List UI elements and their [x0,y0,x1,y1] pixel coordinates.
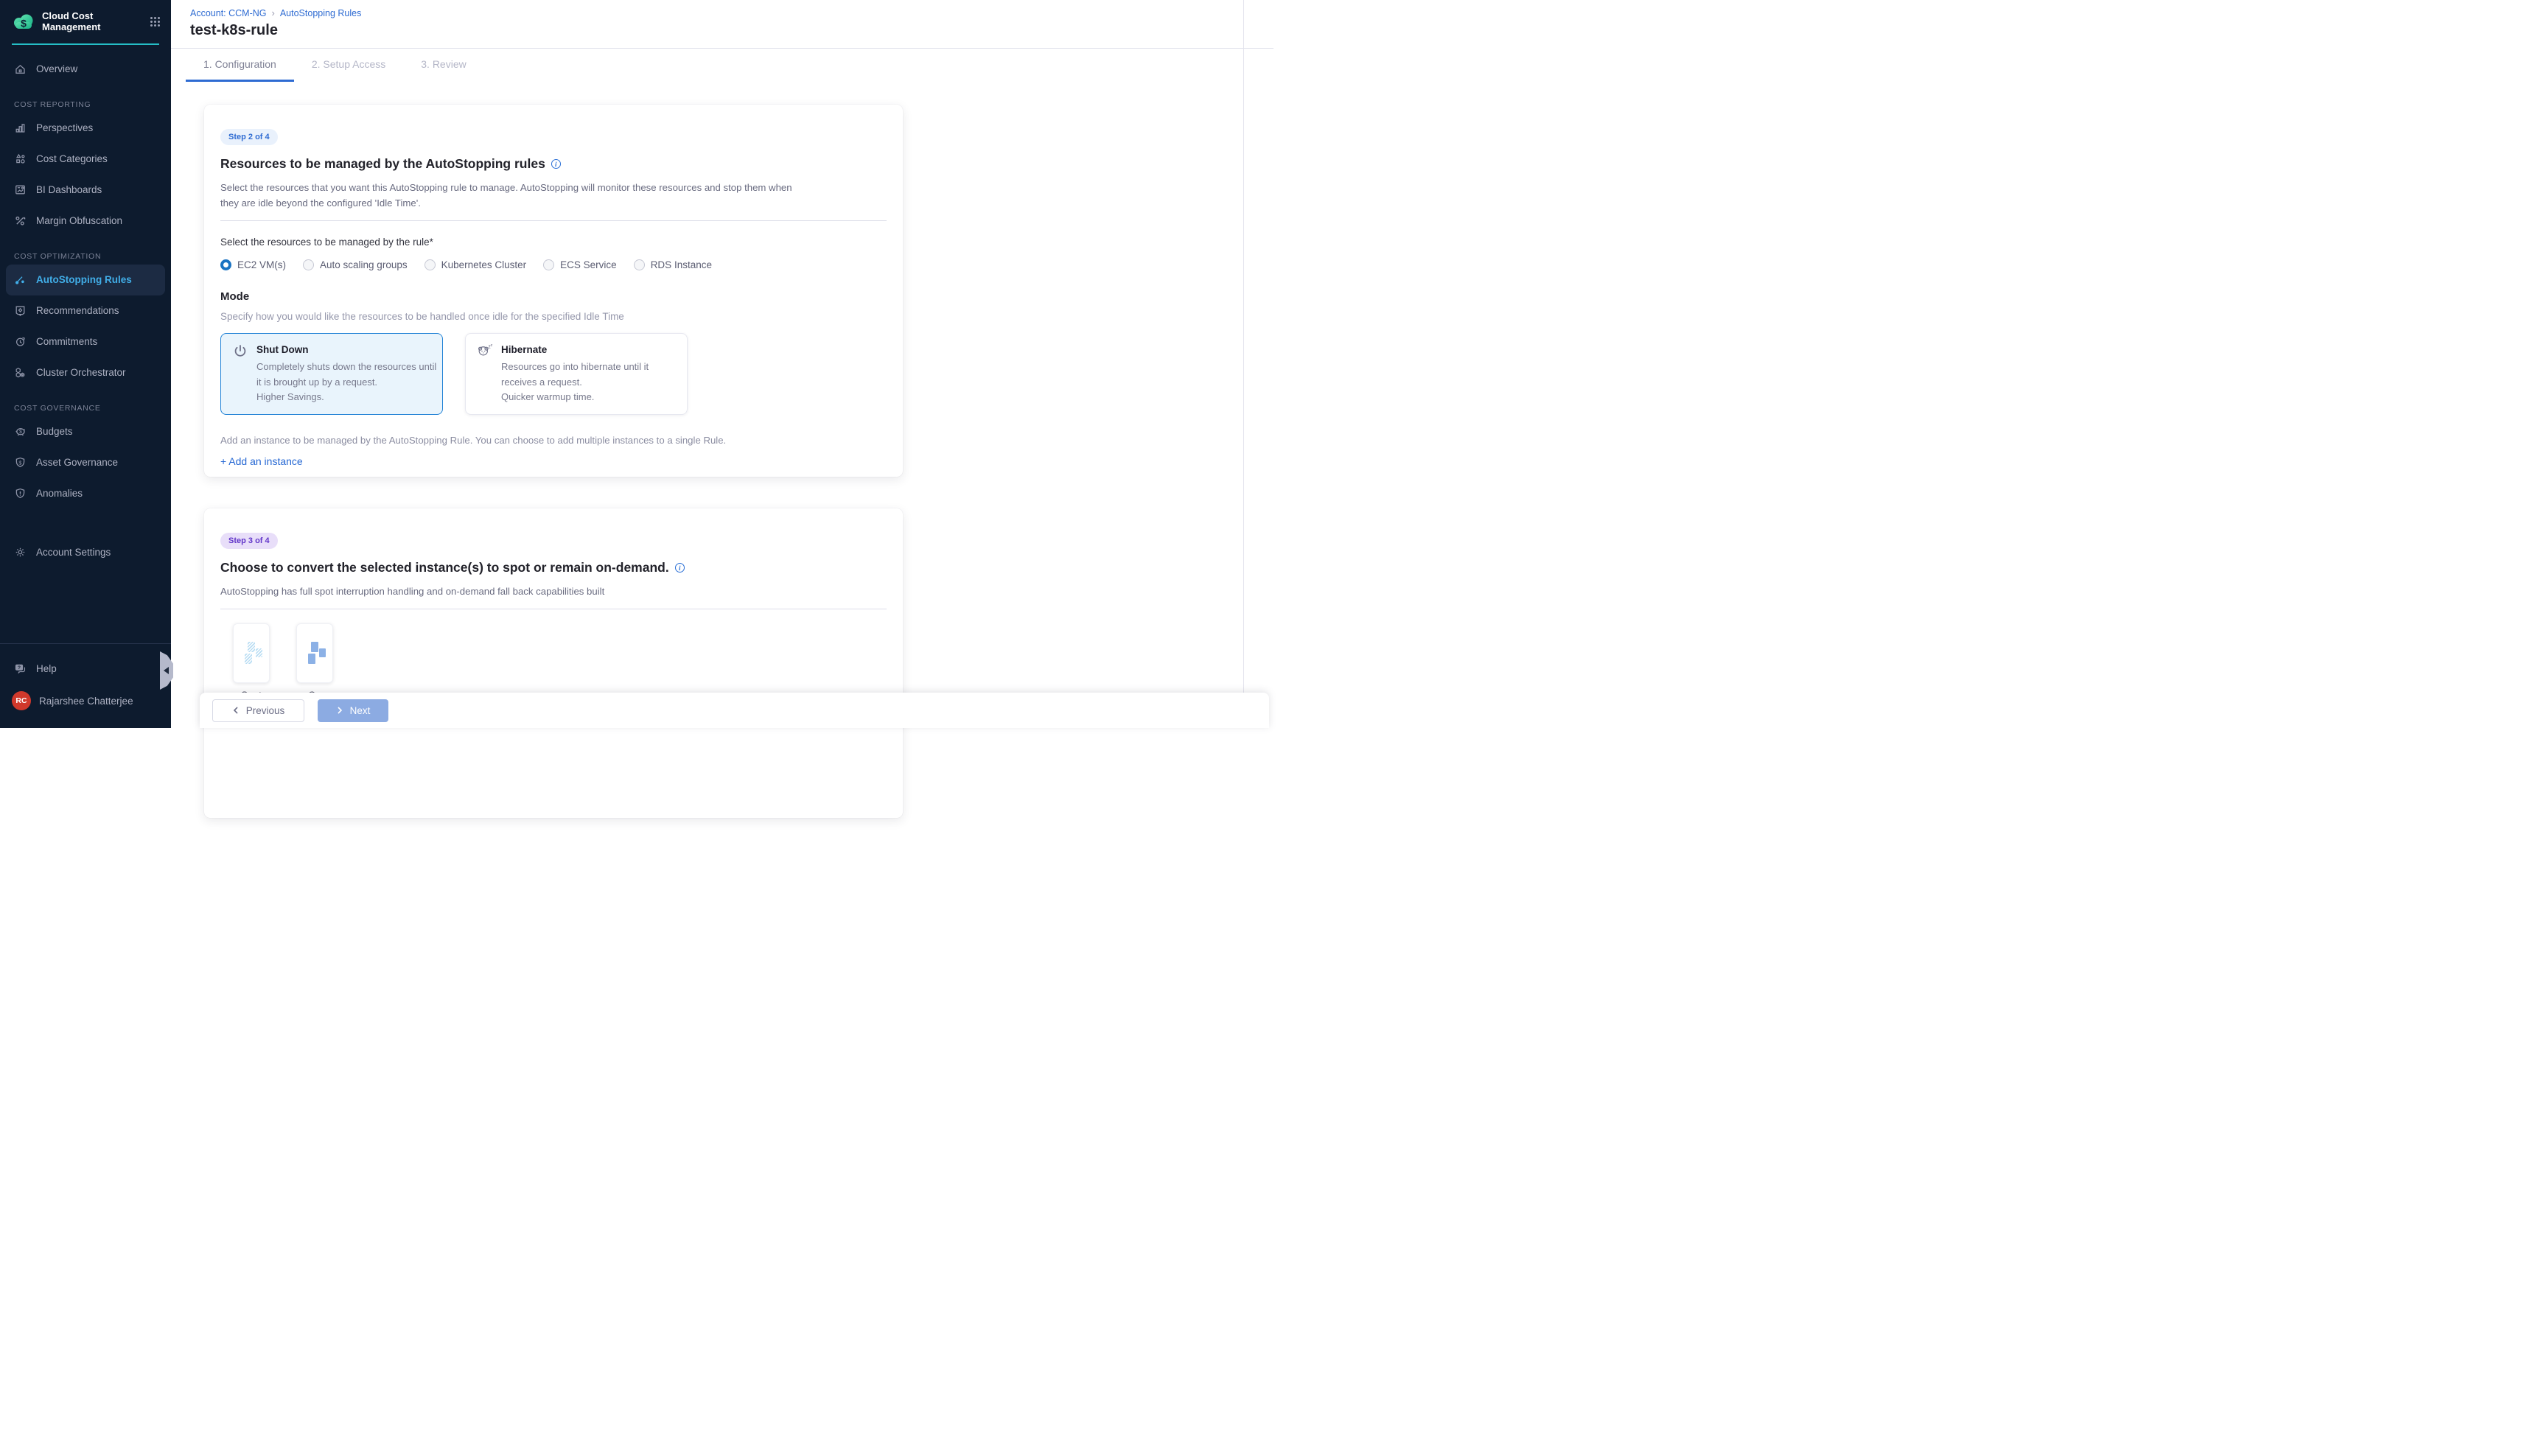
page-title: test-k8s-rule [190,22,278,38]
avatar: RC [12,691,31,710]
chevron-right-icon [336,707,343,714]
help-chat-icon [14,662,27,675]
sidebar-nav [0,45,171,568]
app-root [0,0,1274,728]
mode-title: Hibernate [501,344,548,356]
step3-badge: Step 3 of 4 [220,533,278,549]
gear-icon [14,546,27,559]
sidebar-section-cost-governance: COST GOVERNANCE [14,404,101,413]
sidebar-item-account-settings[interactable] [0,537,171,568]
sidebar-item-label: BI Dashboards [36,184,102,196]
radio-icon [543,259,554,270]
info-icon[interactable]: i [551,159,561,169]
app-switcher-grid-icon[interactable] [150,16,161,27]
sidebar-item-label: Cluster Orchestrator [36,367,126,379]
cloud-cost-logo-icon [12,12,35,31]
bar-chart-icon [14,122,27,134]
info-icon[interactable]: i [675,563,685,573]
breadcrumb [190,7,1274,18]
sidebar-item-margin-obfuscation[interactable] [0,206,171,237]
shield-dollar-icon [14,456,27,469]
user-menu[interactable] [0,684,171,718]
mode-card-shutdown[interactable] [220,333,443,415]
sidebar-item-anomalies[interactable] [0,478,171,509]
radio-ecs-service[interactable]: ECS Service [543,259,617,270]
svg-text:$: $ [21,17,27,29]
app-title [42,10,150,33]
sidebar-item-label: Anomalies [36,488,83,500]
chevron-left-icon [232,707,240,714]
breadcrumb-autostopping-link[interactable]: AutoStopping Rules [279,7,362,18]
sidebar-item-cluster-orchestrator[interactable] [0,357,171,388]
tab-review[interactable]: 3. Review [421,58,467,70]
mode-label: Mode [220,290,250,304]
step2-description-line1: Select the resources that you want this AutoStopping rule to manage. AutoStopping will monitor these resources and stop them when [220,182,792,193]
mode-card-hibernate[interactable] [465,333,688,415]
radio-icon [303,259,314,270]
app-title-line1: Cloud Cost [42,10,94,21]
sidebar-item-budgets[interactable] [0,416,171,447]
mode-description: Completely shuts down the resources until it is brought up by a request. Higher Savings. [256,361,437,403]
ondemand-squares-icon [311,642,318,652]
resource-radio-group [220,259,887,270]
sidebar-item-bi-dashboards[interactable] [0,175,171,206]
app-title-line2: Management [42,21,101,33]
svg-text:?: ? [17,665,21,671]
radio-auto-scaling-groups[interactable]: Auto scaling groups [303,259,408,270]
tab-configuration[interactable]: 1. Configuration [186,49,294,82]
recommendations-icon [14,304,27,317]
sidebar-item-label: Asset Governance [36,457,119,469]
mode-hint: Specify how you would like the resources to be handled once idle for the specified Idle Time [220,311,624,323]
svg-text:$: $ [18,459,22,466]
svg-text:z: z [488,344,491,350]
hibernate-bear-icon [476,343,494,360]
user-name: Rajarshee Chatterjee [39,695,133,707]
sidebar-item-label: AutoStopping Rules [36,274,132,286]
spot-squares-icon [248,642,255,652]
sidebar-item-perspectives[interactable] [0,113,171,144]
step2-heading: Resources to be managed by the AutoStopping rules [220,156,545,171]
help-label: Help [36,662,57,674]
sidebar-item-commitments[interactable] [0,326,171,357]
cluster-orchestrator-icon [14,366,27,379]
breadcrumb-account-link[interactable]: Account: CCM-NG [190,7,267,18]
step3-description: AutoStopping has full spot interruption handling and on-demand fall back capabilities built [220,586,605,597]
sidebar-item-cost-categories[interactable] [0,144,171,175]
sidebar-item-label: Recommendations [36,305,119,317]
wizard-tabs [171,49,1274,82]
step3-card [204,508,903,818]
svg-text:z: z [490,343,493,349]
sidebar-item-label: Margin Obfuscation [36,215,123,227]
step2-description [220,180,887,211]
sidebar-item-recommendations[interactable] [0,295,171,326]
step3-heading: Choose to convert the selected instance(s) to spot or remain on-demand. [220,560,669,575]
sidebar-item-label: Commitments [36,336,98,348]
radio-ec2-vms[interactable]: EC2 VM(s) [220,259,286,270]
radio-icon [634,259,645,270]
wizard-footer [200,693,1269,728]
main-content [171,0,1274,728]
sidebar-item-label: Budgets [36,426,73,438]
content-right-divider [1243,0,1245,728]
radio-icon [220,259,231,270]
sidebar-item-label: Overview [36,63,78,75]
sidebar-item-label: Perspectives [36,122,94,134]
sidebar-item-asset-governance[interactable] [0,447,171,478]
sidebar-item-label: Account Settings [36,547,111,559]
percent-icon [14,214,27,227]
nav-spacer [0,509,171,537]
breadcrumb-separator: › [271,7,275,18]
sidebar-section-cost-reporting: COST REPORTING [14,100,91,110]
step2-description-line2: they are idle beyond the configured 'Idle Time'. [220,197,421,209]
mode-title: Shut Down [256,344,309,356]
sidebar-item-autostopping-rules[interactable] [6,265,165,295]
autostopping-icon [14,273,27,286]
shield-alert-icon [14,487,27,500]
sidebar-item-overview[interactable] [0,54,171,85]
dashboard-icon [14,183,27,196]
step2-badge: Step 2 of 4 [220,129,278,145]
mode-description: Resources go into hibernate until it receives a request. Quicker warmup time. [501,361,649,403]
svg-text:$: $ [19,430,22,435]
shapes-icon [14,153,27,165]
spot-tile[interactable] [233,623,270,683]
sidebar-bottom [0,643,171,728]
piggy-bank-icon [14,425,27,438]
sidebar-item-label: Cost Categories [36,153,108,165]
logo-row [0,0,171,42]
sidebar-item-help[interactable] [0,653,171,684]
previous-button[interactable]: Previous [212,699,304,722]
radio-kubernetes-cluster[interactable]: Kubernetes Cluster [424,259,527,270]
mode-options [220,333,887,415]
chevron-left-icon [164,667,169,674]
sidebar-section-cost-optimization: COST OPTIMIZATION [14,252,102,262]
divider [220,220,887,221]
step2-card [204,105,903,477]
power-icon [231,343,249,360]
next-button[interactable]: Next [318,699,388,722]
sidebar [0,0,171,728]
add-instance-hint: Add an instance to be managed by the AutoStopping Rule. You can choose to add multiple instances to a single Rule. [220,434,727,446]
radio-icon [424,259,436,270]
tab-setup-access[interactable]: 2. Setup Access [311,58,386,70]
ondemand-tile[interactable] [296,623,333,683]
home-icon [14,63,27,75]
commitments-clock-icon [14,335,27,348]
radio-rds-instance[interactable]: RDS Instance [634,259,712,270]
add-instance-link[interactable]: + Add an instance [220,455,303,467]
page-header [171,0,1274,49]
resource-select-label: Select the resources to be managed by the rule* [220,237,433,248]
